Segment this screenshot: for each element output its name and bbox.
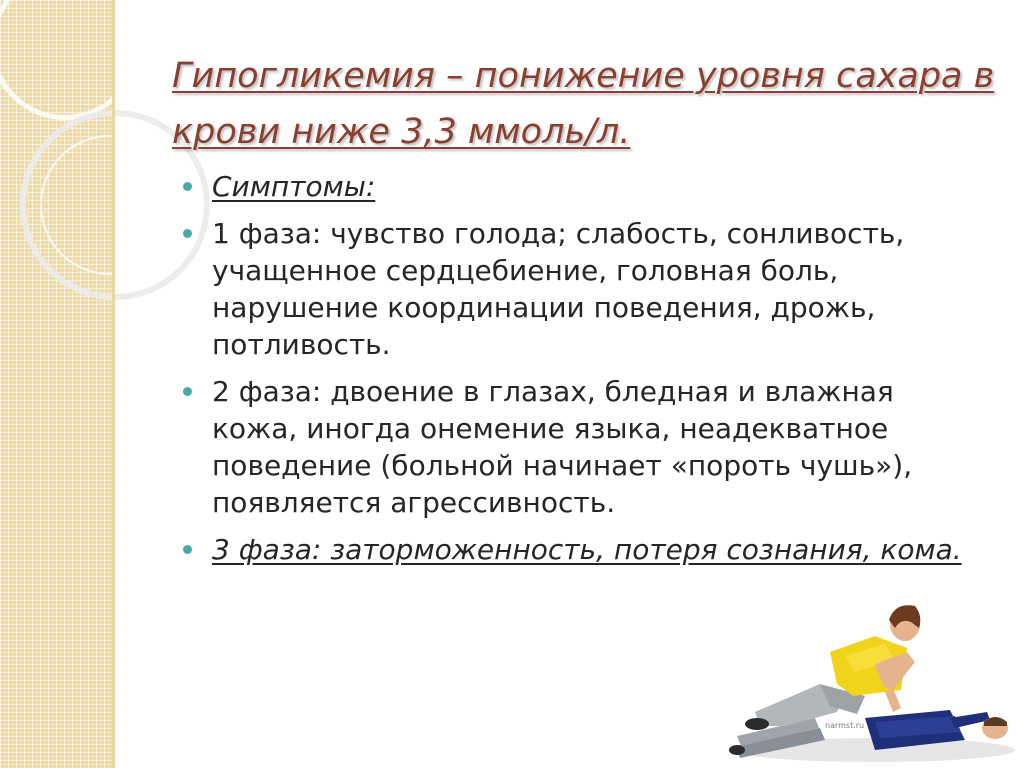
bullet-item-phase-2	[180, 373, 980, 521]
bullet-text: Симптомы:	[212, 170, 376, 203]
slide-title: Гипогликемия – понижение уровня сахара в крови ниже 3,3 ммоль/л.	[172, 56, 995, 152]
bullet-dot-icon	[183, 545, 192, 554]
bullet-list	[180, 168, 980, 578]
decorative-ring-icon	[40, 135, 180, 275]
bullet-dot-icon	[183, 182, 192, 191]
photo-watermark: narmst.ru	[825, 721, 865, 730]
bullet-item-phase-3	[180, 531, 980, 568]
bullet-text: 3 фаза: заторможенность, потеря сознания, кома.	[212, 533, 962, 566]
bullet-dot-icon	[183, 229, 192, 238]
side-strip-edge	[112, 0, 115, 768]
decorative-side-strip	[0, 0, 112, 768]
first-aid-photo-icon	[725, 600, 1024, 768]
bullet-text: 1 фаза: чувство голода; слабость, сонливость, учащенное сердцебиение, головная боль, нарушение координации поведения, дрожь, потливость.	[212, 217, 905, 361]
bullet-dot-icon	[183, 387, 192, 396]
bullet-item-phase-1	[180, 215, 980, 363]
bullet-item-symptoms	[180, 168, 980, 205]
decorative-ring-icon	[0, 0, 140, 120]
bullet-text: 2 фаза: двоение в глазах, бледная и влажная кожа, иногда онемение языка, неадекватное поведение (больной начинает «пороть чушь»), появляется агрессивность.	[212, 375, 913, 519]
